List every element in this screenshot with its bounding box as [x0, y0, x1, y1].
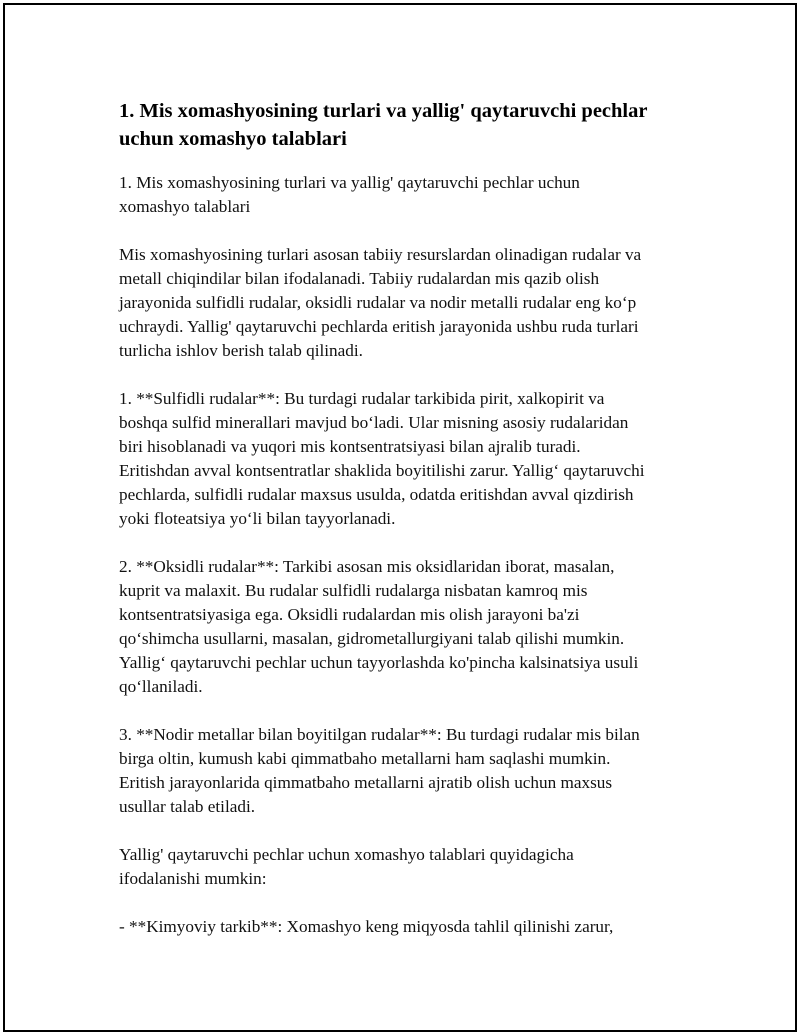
text-line: - **Kimyoviy tarkib**: Xomashyo keng miqyosda tahlil qilinishi zarur, [119, 917, 614, 936]
heading-line: 1. Mis xomashyosining turlari va yallig' qaytaruvchi pechlar [119, 100, 648, 122]
paragraph-chemical-composition [119, 915, 699, 939]
text-line: kontsentratsiyasiga ega. Oksidli rudalardan mis olish jarayoni ba'zi [119, 605, 580, 624]
text-line: jarayonida sulfidli rudalar, oksidli rudalar va nodir metalli rudalar eng ko‘p [119, 293, 637, 312]
text-line: kuprit va malaxit. Bu rudalar sulfidli rudalarga nisbatan kamroq mis [119, 581, 588, 600]
text-line: boshqa sulfid minerallari mavjud bo‘ladi. Ular misning asosiy rudalaridan [119, 413, 629, 432]
text-line: ifodalanishi mumkin: [119, 869, 267, 888]
paragraph-sulfide-ores [119, 387, 699, 531]
text-line: pechlarda, sulfidli rudalar maxsus usulda, odatda eritishdan avval qizdirish [119, 485, 634, 504]
text-line: qo‘shimcha usullarni, masalan, gidrometallurgiyani talab qilishi mumkin. [119, 629, 625, 648]
text-line: Eritish jarayonlarida qimmatbaho metallarni ajratib olish uchun maxsus [119, 773, 613, 792]
text-line: biri hisoblanadi va yuqori mis kontsentratsiyasi bilan ajralib turadi. [119, 437, 581, 456]
text-line: turlicha ishlov berish talab qilinadi. [119, 341, 363, 360]
text-line: Mis xomashyosining turlari asosan tabiiy resurslardan olinadigan rudalar va [119, 245, 642, 264]
paragraph-intro [119, 243, 699, 363]
text-line: usullar talab etiladi. [119, 797, 256, 816]
text-line: 1. **Sulfidli rudalar**: Bu turdagi rudalar tarkibida pirit, xalkopirit va [119, 389, 605, 408]
text-line: yoki floteatsiya yo‘li bilan tayyorlanadi. [119, 509, 396, 528]
text-line: birga oltin, kumush kabi qimmatbaho metallarni ham saqlashi mumkin. [119, 749, 611, 768]
text-line: xomashyo talablari [119, 197, 251, 216]
paragraph-precious-metal-ores [119, 723, 699, 819]
text-line: Yallig' qaytaruvchi pechlar uchun xomashyo talablari quyidagicha [119, 845, 574, 864]
text-line: 2. **Oksidli rudalar**: Tarkibi asosan mis oksidlaridan iborat, masalan, [119, 557, 615, 576]
heading-line: uchun xomashyo talablari [119, 128, 347, 150]
page-frame [3, 3, 797, 1032]
document-heading [119, 97, 699, 153]
document-body [119, 97, 699, 963]
paragraph-oxide-ores [119, 555, 699, 699]
text-line: metall chiqindilar bilan ifodalanadi. Tabiiy rudalardan mis qazib olish [119, 269, 600, 288]
text-line: 3. **Nodir metallar bilan boyitilgan rudalar**: Bu turdagi rudalar mis bilan [119, 725, 640, 744]
text-line: qo‘llaniladi. [119, 677, 203, 696]
paragraph-requirements-intro [119, 843, 699, 891]
text-line: Eritishdan avval kontsentratlar shaklida boyitilishi zarur. Yallig‘ qaytaruvchi [119, 461, 645, 480]
text-line: uchraydi. Yallig' qaytaruvchi pechlarda eritish jarayonida ushbu ruda turlari [119, 317, 639, 336]
paragraph-subtitle [119, 171, 699, 219]
text-line: 1. Mis xomashyosining turlari va yallig' qaytaruvchi pechlar uchun [119, 173, 580, 192]
text-line: Yallig‘ qaytaruvchi pechlar uchun tayyorlashda ko'pincha kalsinatsiya usuli [119, 653, 639, 672]
